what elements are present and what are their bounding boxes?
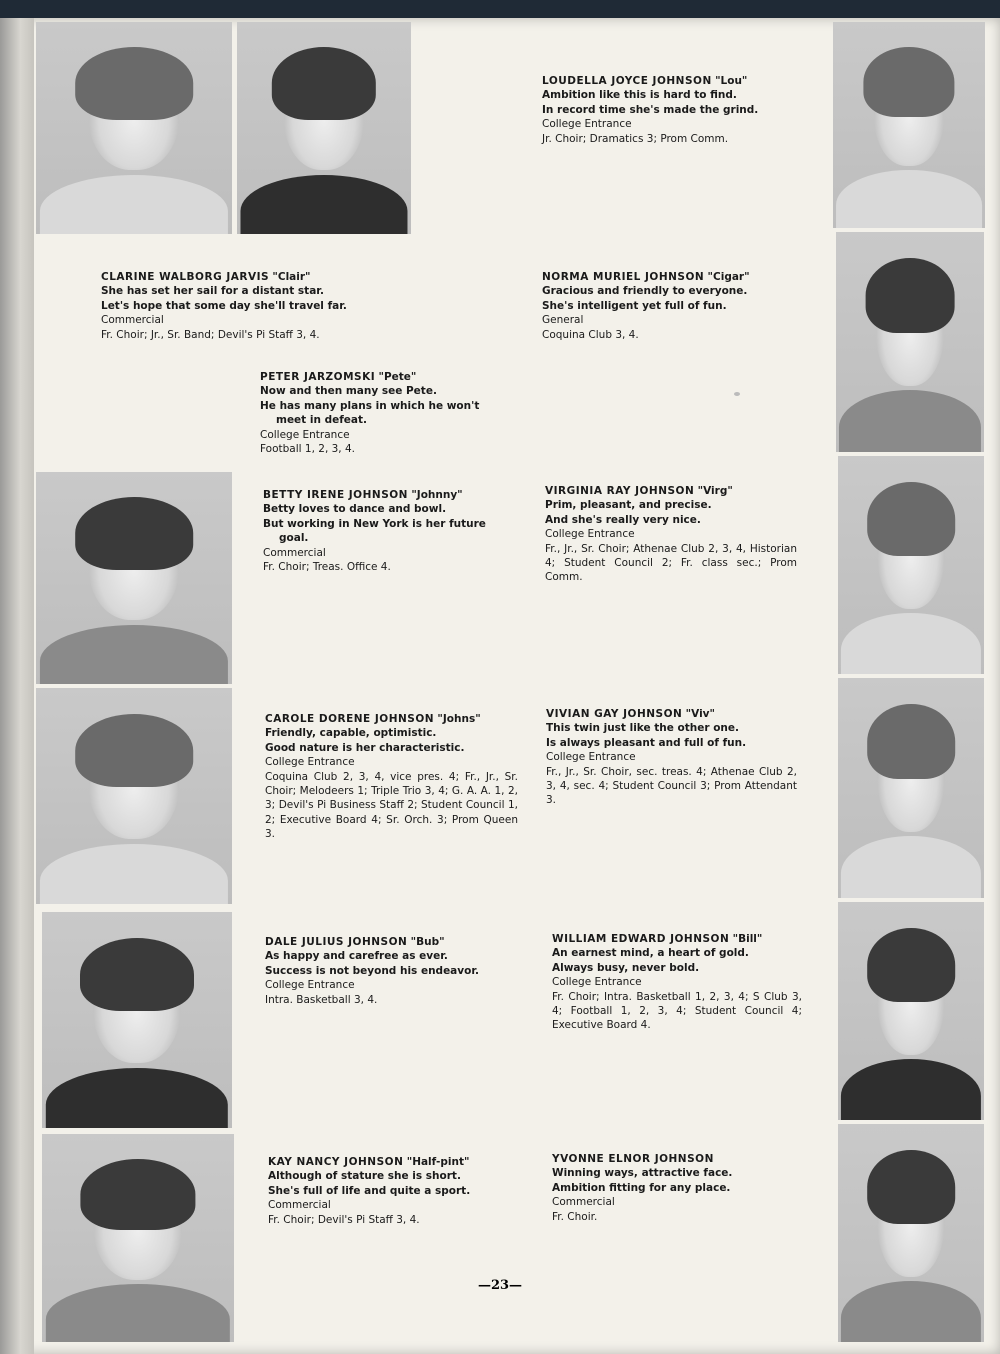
photo-clarine-jarvis [36, 22, 232, 234]
verse-line: Always busy, never bold. [552, 961, 700, 974]
verse-line: Ambition fitting for any place. [552, 1181, 731, 1194]
student-name: NORMA MURIEL JOHNSON [542, 271, 705, 283]
course-of-study: College Entrance [542, 118, 632, 131]
student-nickname: "Cigar" [707, 271, 750, 283]
course-of-study: College Entrance [552, 976, 642, 989]
verse-line: Friendly, capable, optimistic. [265, 727, 437, 740]
verse-line: This twin just like the other one. [546, 722, 739, 735]
student-name: PETER JARZOMSKI [260, 371, 376, 383]
student-nickname: "Johns" [437, 713, 481, 725]
activities: Football 1, 2, 3, 4. [260, 443, 355, 456]
verse-line: In record time she's made the grind. [542, 103, 759, 116]
entry-virginia-johnson [545, 484, 797, 585]
student-name: DALE JULIUS JOHNSON [265, 936, 408, 948]
activities: Fr. Choir. [552, 1210, 598, 1223]
student-nickname: "Bill" [732, 933, 763, 945]
verse-line: An earnest mind, a heart of gold. [552, 947, 749, 960]
activities: Jr. Choir; Dramatics 3; Prom Comm. [542, 132, 729, 145]
verse-line: Now and then many see Pete. [260, 385, 437, 398]
student-name: CAROLE DORENE JOHNSON [265, 713, 435, 725]
verse-line: He has many plans in which he won't [260, 399, 480, 412]
page-number: —23— [477, 1278, 523, 1293]
entry-loudella-johnson [542, 74, 812, 146]
student-nickname: "Clair" [272, 271, 311, 283]
activities: Fr. Choir; Intra. Basketball 1, 2, 3, 4; S Club 3, 4; Football 1, 2, 3, 4; Student Council 4; Executive Board 4. [552, 990, 802, 1032]
student-name: VIRGINIA RAY JOHNSON [545, 485, 695, 497]
photo-vivian-johnson [838, 678, 984, 898]
photo-yvonne-johnson [838, 1124, 984, 1342]
entry-carole-johnson [265, 712, 518, 842]
student-name: BETTY IRENE JOHNSON [263, 489, 408, 501]
course-of-study: General [542, 314, 584, 327]
photo-betty-johnson [36, 472, 232, 684]
verse-line: She's intelligent yet full of fun. [542, 299, 727, 312]
verse-line: Success is not beyond his endeavor. [265, 964, 479, 977]
student-name: VIVIAN GAY JOHNSON [546, 708, 683, 720]
student-nickname: "Pete" [378, 371, 417, 383]
student-name: KAY NANCY JOHNSON [268, 1156, 404, 1168]
course-of-study: Commercial [263, 546, 326, 559]
entry-kay-johnson [268, 1155, 528, 1227]
verse-line: Gracious and friendly to everyone. [542, 285, 748, 298]
course-of-study: College Entrance [545, 528, 635, 541]
entry-william-johnson [552, 932, 802, 1033]
activities: Intra. Basketball 3, 4. [265, 993, 378, 1006]
verse-line: Prim, pleasant, and precise. [545, 499, 712, 512]
verse-line: Although of stature she is short. [268, 1170, 461, 1183]
verse-line: meet in defeat. [276, 414, 368, 427]
activities: Coquina Club 3, 4. [542, 328, 639, 341]
activities: Coquina Club 2, 3, 4, vice pres. 4; Fr., Jr., Sr. Choir; Melodeers 1; Triple Trio 3, 4; G. A. A. 1, 2, 3; Devil's Pi Business Staff 2; Student Council 1, 2; Executive Board 4; Sr. Orch. 3; Prom Queen 3. [265, 770, 518, 841]
verse-line: goal. [279, 532, 309, 545]
entry-norma-johnson [542, 270, 812, 342]
verse-line: Is always pleasant and full of fun. [546, 736, 747, 749]
student-name: WILLIAM EDWARD JOHNSON [552, 933, 730, 945]
entry-peter-jarzomski [260, 370, 520, 456]
verse-line: Winning ways, attractive face. [552, 1167, 733, 1180]
course-of-study: Commercial [268, 1199, 331, 1212]
verse-line: Good nature is her characteristic. [265, 741, 465, 754]
activities: Fr. Choir; Jr., Sr. Band; Devil's Pi Staff 3, 4. [101, 328, 320, 341]
student-name: LOUDELLA JOYCE JOHNSON [542, 75, 712, 87]
course-of-study: College Entrance [260, 428, 350, 441]
entry-clarine-jarvis [101, 270, 357, 342]
photo-dale-johnson [42, 912, 232, 1128]
student-nickname: "Half-pint" [406, 1156, 470, 1168]
course-of-study: College Entrance [265, 756, 355, 769]
course-of-study: Commercial [101, 314, 164, 327]
course-of-study: Commercial [552, 1196, 615, 1209]
student-nickname: "Johnny" [411, 489, 463, 501]
verse-line: As happy and carefree as ever. [265, 950, 448, 963]
entry-yvonne-johnson [552, 1152, 802, 1224]
photo-kay-johnson [42, 1134, 234, 1342]
course-of-study: College Entrance [265, 979, 355, 992]
student-nickname: "Viv" [685, 708, 715, 720]
photo-loudella-johnson [833, 22, 985, 228]
print-smudge [734, 392, 740, 396]
photo-carole-johnson [36, 688, 232, 904]
photo-virginia-johnson [838, 456, 984, 674]
verse-line: She's full of life and quite a sport. [268, 1184, 471, 1197]
student-name: CLARINE WALBORG JARVIS [101, 271, 270, 283]
entry-vivian-johnson [546, 707, 797, 808]
page-binding [0, 18, 34, 1354]
verse-line: Betty loves to dance and bowl. [263, 503, 447, 516]
verse-line: But working in New York is her future [263, 517, 486, 530]
student-nickname: "Lou" [715, 75, 748, 87]
photo-norma-johnson [836, 232, 984, 452]
verse-line: And she's really very nice. [545, 513, 701, 526]
entry-dale-johnson [265, 935, 525, 1007]
activities: Fr., Jr., Sr. Choir, sec. treas. 4; Athenae Club 2, 3, 4, sec. 4; Student Council 3; Prom Attendant 3. [546, 765, 797, 807]
activities: Fr., Jr., Sr. Choir; Athenae Club 2, 3, 4, Historian 4; Student Council 2; Fr. class sec.; Prom Comm. [545, 542, 797, 584]
student-nickname: "Bub" [410, 936, 445, 948]
verse-line: Ambition like this is hard to find. [542, 89, 737, 102]
student-name: YVONNE ELNOR JOHNSON [552, 1153, 714, 1165]
activities: Fr. Choir; Treas. Office 4. [263, 561, 391, 574]
verse-line: Let's hope that some day she'll travel far. [101, 299, 347, 312]
course-of-study: College Entrance [546, 751, 636, 764]
student-nickname: "Virg" [697, 485, 733, 497]
photo-peter-jarzomski [237, 22, 411, 234]
photo-william-johnson [838, 902, 984, 1120]
activities: Fr. Choir; Devil's Pi Staff 3, 4. [268, 1213, 420, 1226]
entry-betty-johnson [263, 488, 509, 574]
verse-line: She has set her sail for a distant star. [101, 285, 324, 298]
